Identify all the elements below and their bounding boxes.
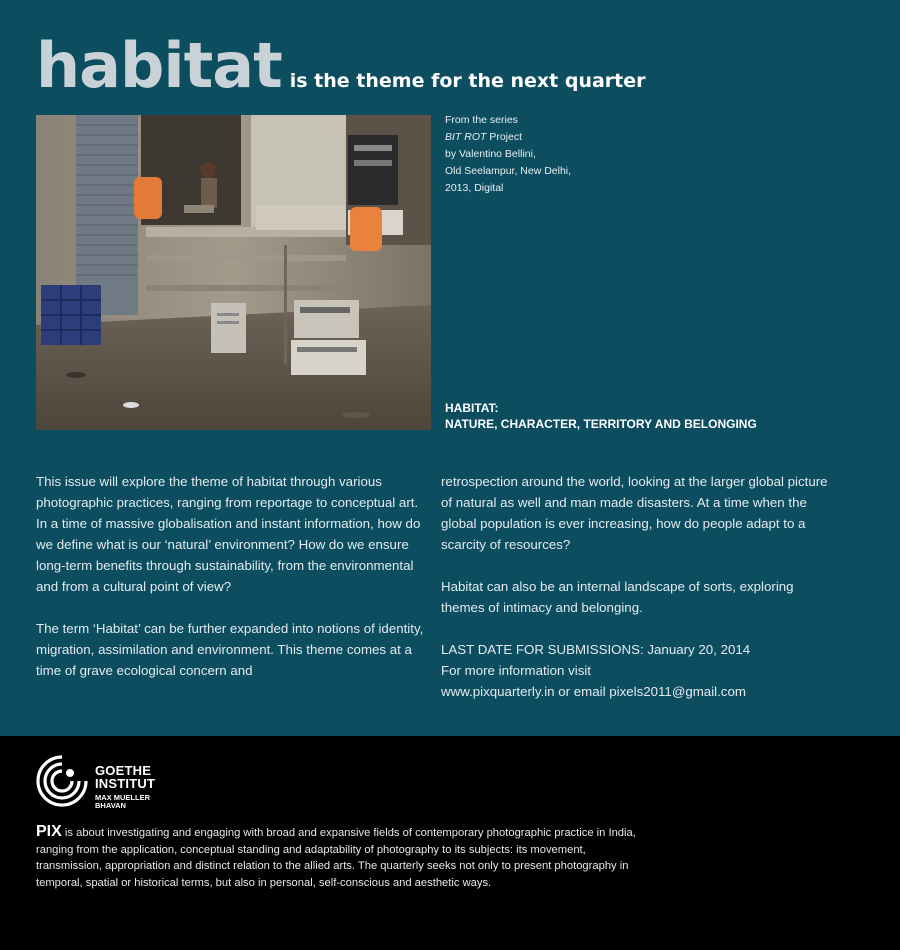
theme-title: habitat: [36, 29, 282, 102]
logo-wordmark: [95, 764, 155, 790]
submission-deadline: LAST DATE FOR SUBMISSIONS: January 20, 2014: [441, 642, 751, 657]
contact-links[interactable]: www.pixquarterly.in or email pixels2011@gmail.com: [441, 684, 746, 699]
logo-line: BHAVAN: [95, 801, 126, 810]
body-paragraph: retrospection around the world, looking at the larger global picture of natural as well and man made disasters. At a time when the global population is ever increasing, how do people adapt to a scarcity of resources?: [441, 474, 828, 552]
logo-line: MAX MUELLER: [95, 793, 150, 802]
photo-caption: [445, 112, 571, 197]
caption-line: 2013, Digital: [445, 182, 504, 194]
section-title-line: NATURE, CHARACTER, TERRITORY AND BELONGING: [445, 417, 757, 431]
section-title: [445, 400, 757, 432]
theme-subtitle: is the theme for the next quarter: [289, 70, 646, 92]
body-column-left: [36, 471, 428, 681]
street-scene-photo: [36, 115, 431, 430]
body-column-right: [441, 471, 836, 702]
pix-description: [36, 824, 636, 891]
logo-subtitle: [95, 794, 150, 810]
pix-brand: PIX: [36, 823, 62, 840]
caption-project: Project: [486, 131, 523, 143]
info-text: For more information visit: [441, 663, 591, 678]
body-paragraph: This issue will explore the theme of habitat through various photographic practices, ranging from reportage to conceptual art. In a time of massive globalisation and instant information, how do we define what is our ‘natural’ environment? How do we ensure long-term benefits through sustainability, from the environmental and from a cultural point of view?: [36, 474, 421, 594]
pix-text: is about investigating and engaging with broad and expansive fields of contemporary photographic practice in India, ranging from the application, conceptual standing and adaptability of photography to its subjects: its movement, transmission, appropriation and distinct relation to the allied arts. The quarterly seeks not only to present photography in temporal, spatial or historical terms, but also in personal, self-conscious and aesthetic ways.: [36, 827, 636, 889]
footer: [0, 736, 900, 950]
caption-series: BIT ROT: [445, 131, 487, 143]
caption-line: From the series: [445, 114, 518, 126]
logo-line: INSTITUT: [95, 776, 156, 791]
caption-line: Old Seelampur, New Delhi,: [445, 165, 572, 177]
body-paragraph: The term ‘Habitat’ can be further expanded into notions of identity, migration, assimilation and environment. This theme comes at a time of grave ecological concern and: [36, 621, 424, 678]
body-paragraph: Habitat can also be an internal landscape of sorts, exploring themes of intimacy and belonging.: [441, 579, 794, 615]
featured-photo: [36, 115, 431, 430]
caption-line: [445, 129, 571, 146]
headline: [36, 30, 646, 102]
caption-line: by Valentino Bellini,: [445, 148, 536, 160]
logo-line: GOETHE: [95, 763, 152, 778]
section-title-line: HABITAT:: [445, 401, 499, 415]
